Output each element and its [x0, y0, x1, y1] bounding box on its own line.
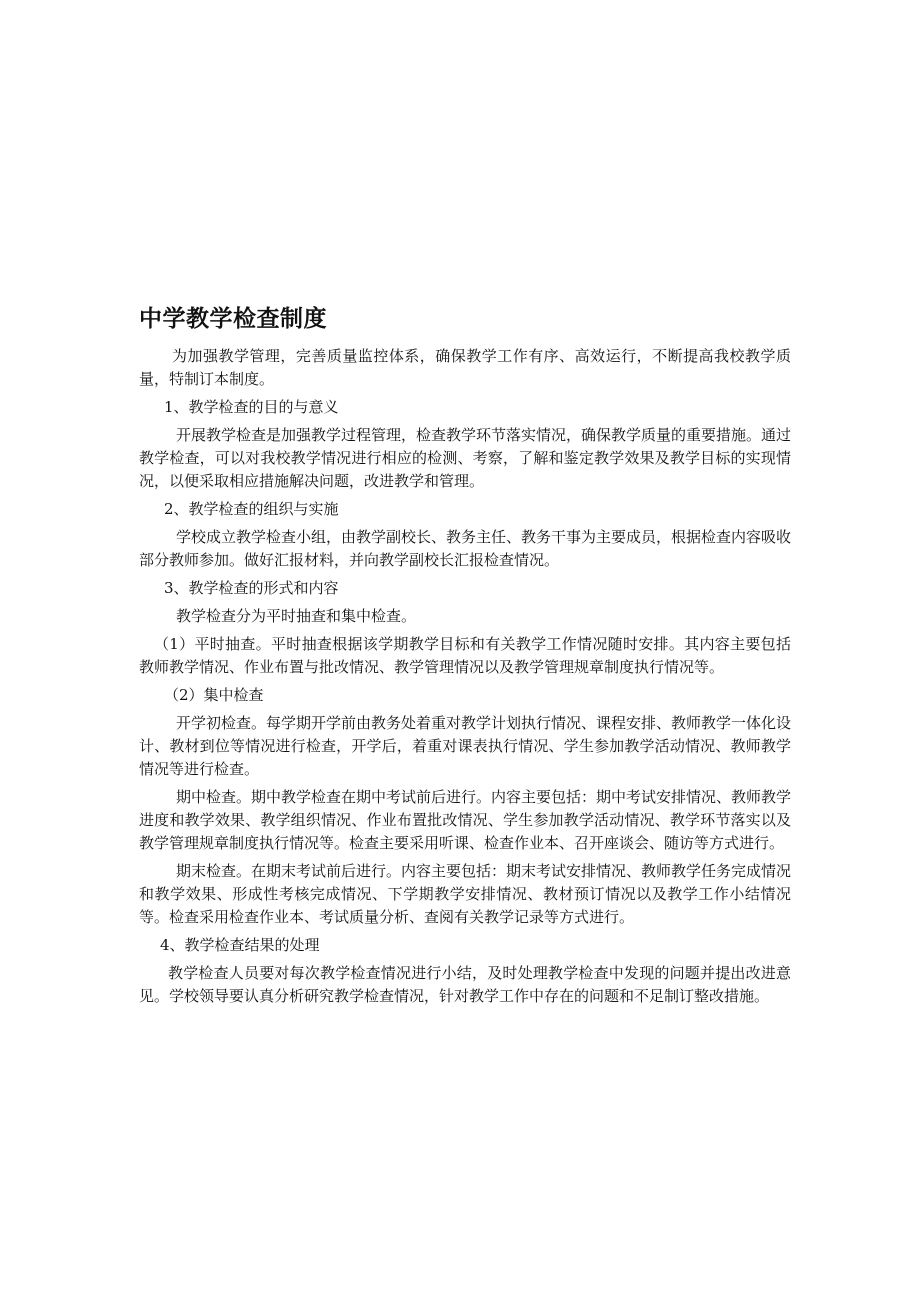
- section-2-heading: 2、教学检查的组织与实施: [164, 500, 339, 518]
- intro-paragraph: 为加强教学管理，完善质量监控体系，确保教学工作有序、高效运行，不断提高我校教学质量，特制订本制度。: [139, 347, 791, 388]
- document-page: [139, 303, 791, 1013]
- section-2-body: 学校成立教学检查小组，由教学副校长、教务主任、教务干事为主要成员，根据检查内容吸收部分教师参加。做好汇报材料，并向教学副校长汇报检查情况。: [139, 528, 792, 569]
- section-4-heading: 4、教学检查结果的处理: [160, 936, 320, 954]
- section-3-end-check: 期末检查。在期末考试前后进行。内容主要包括：期末考试安排情况、教师教学任务完成情况和教学效果、形成性考核完成情况、下学期教学安排情况、教材预订情况以及教学工作小结情况等。检查采用检查作业本、考试质量分析、查阅有关教学记录等方式进行。: [139, 862, 792, 926]
- section-3-sub2-heading: （2）集中检查: [164, 686, 264, 704]
- section-3-start-check: 开学初检查。每学期开学前由教务处着重对教学计划执行情况、课程安排、教师教学一体化设计、教材到位等情况进行检查，开学后，着重对课表执行情况、学生参加教学活动情况、教师教学情况等进行检查。: [139, 714, 792, 778]
- section-1-heading: 1、教学检查的目的与意义: [164, 398, 339, 416]
- section-4-body: 教学检查人员要对每次教学检查情况进行小结，及时处理教学检查中发现的问题并提出改进意见。学校领导要认真分析研究教学检查情况，针对教学工作中存在的问题和不足制订整改措施。: [139, 964, 791, 1005]
- section-3-mid-check: 期中检查。期中教学检查在期中考试前后进行。内容主要包括：期中考试安排情况、教师教学进度和教学效果、教学组织情况、作业布置批改情况、学生参加教学活动情况、教学环节落实以及教学管理规章制度执行情况等。检查主要采用听课、检查作业本、召开座谈会、随访等方式进行。: [139, 788, 792, 852]
- section-1-body: 开展教学检查是加强教学过程管理，检查教学环节落实情况，确保教学质量的重要措施。通过教学检查，可以对我校教学情况进行相应的检测、考察，了解和鉴定教学效果及教学目标的实现情况，以便采取相应措施解决问题，改进教学和管理。: [139, 426, 792, 490]
- section-3-heading: 3、教学检查的形式和内容: [164, 579, 339, 597]
- section-3-sub1: （1）平时抽查。平时抽查根据该学期教学目标和有关教学工作情况随时安排。其内容主要包括教师教学情况、作业布置与批改情况、教学管理情况以及教学管理规章制度执行情况等。: [139, 635, 791, 676]
- section-3-body: 教学检查分为平时抽查和集中检查。: [176, 607, 417, 625]
- document-title: 中学教学检查制度: [139, 306, 327, 332]
